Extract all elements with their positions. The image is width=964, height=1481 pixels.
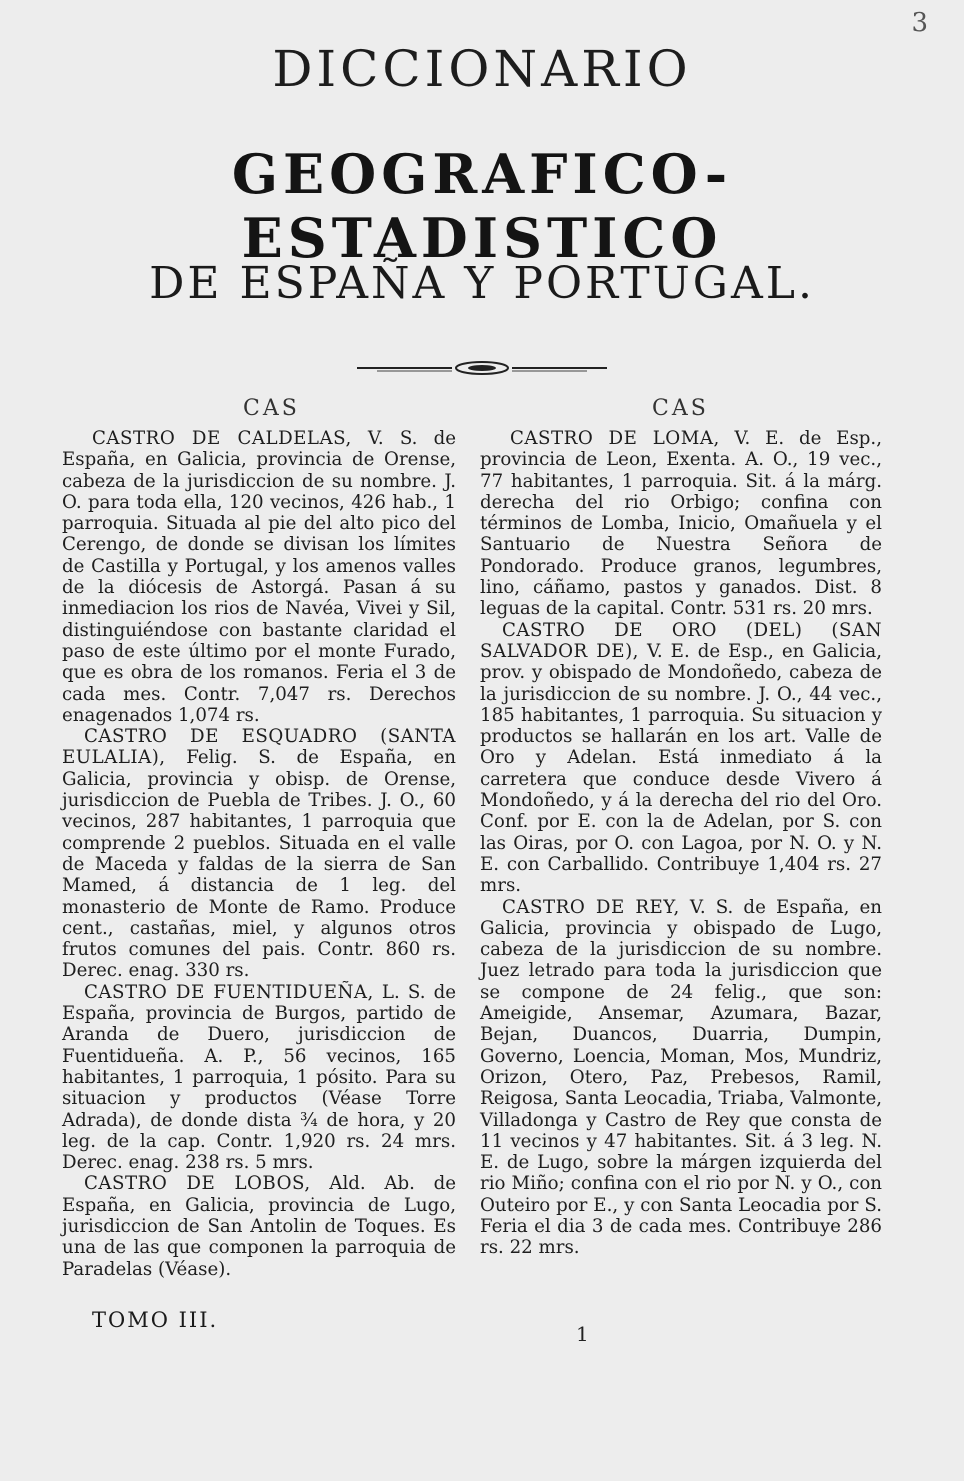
page-number: 3 (911, 8, 928, 38)
entry-headword: CASTRO DE ESQUADRO (SANTA EULALIA), (62, 726, 456, 769)
volume-label: TOMO III. (92, 1308, 219, 1332)
right-column-heading: CAS (652, 396, 709, 421)
entry-headword: CASTRO DE REY, (502, 896, 680, 918)
entry (62, 726, 456, 982)
entry-headword: CASTRO DE CALDELAS, (92, 428, 352, 449)
ornament-rule (0, 358, 964, 378)
entry-headword: CASTRO DE FUENTIDUEÑA, (84, 981, 374, 1003)
entry-headword: CASTRO DE LOBOS, (84, 1173, 311, 1195)
entry-text: L. S. de España, provincia de Burgos, partido de Aranda de Duero, jurisdiccion de Fuentidueña. A. P., 56 vecinos, 165 habitantes, 1 parroquia, 1 pósito. Para su situacion y productos (Véase Torre Adrada), de donde dista ¾ de hora, y 20 leg. de la cap. Contr. 1,920 rs. 24 mrs. Derec. enag. 238 rs. 5 mrs. (62, 981, 457, 1174)
title-line-1: DICCIONARIO (272, 40, 692, 98)
entry (480, 428, 882, 620)
entry-text: Ald. Ab. de España, en Galicia, provincia de Lugo, jurisdiccion de San Antolin de Toques. Es una de las que componen la parroquia de Paradelas (Véase). (62, 1173, 456, 1280)
entry-text: Felig. S. de España, en Galicia, provincia y obisp. de Orense, jurisdiccion de Puebla de Tribes. J. O., 60 vecinos, 287 habitantes, 1 parroquia que comprende 2 pueblos. Situada en el valle de Maceda y faldas de la sierra de San Mamed, á distancia de 1 leg. del monasterio de Monte de Ramo. Produce cent., castañas, miel, y algunos otros frutos comunes del pais. Contr. 860 rs. Derec. enag. 330 rs. (62, 747, 456, 982)
right-column (480, 428, 882, 1259)
left-column (62, 428, 456, 1280)
entry (480, 620, 882, 897)
entry-text: V. E. de Esp., provincia de Leon, Exenta. A. O., 19 vec., 77 habitantes, 1 parroquia. Sit. á la márg. derecha del rio Orbigo; confina con términos de Lomba, Inicio, Omañuela y el Santuario de Nuestra Señora de Pondorado. Produce granos, legumbres, lino, cáñamo, pastos y ganados. Dist. 8 leguas de la capital. Contr. 531 rs. 20 mrs. (480, 428, 882, 620)
title-line-2: GEOGRAFICO-ESTADISTICO (231, 142, 733, 270)
entry-text: V. S. de España, en Galicia, provincia de Orense, cabeza de la jurisdiccion de su nombre. J. O. para toda ella, 120 vecinos, 426 hab., 1 parroquia. Situada al pie del alto pico del Cerengo, de donde se divisan los límites de Castilla y Portugal, y los amenos valles de la diócesis de Astorgá. Pasan á su inmediacion los rios de Navéa, Vivei y Sil, distinguiéndose con bastante claridad el paso de este último por el monte Furado, que es obra de los romanos. Feria el 3 de cada mes. Contr. 7,047 rs. Derechos enagenados 1,074 rs. (62, 428, 456, 726)
signature-mark: 1 (576, 1322, 589, 1346)
entry-text: V. E. de Esp., en Galicia, prov. y obispado de Mondoñedo, cabeza de la jurisdiccion de su nombre. J. O., 44 vec., 185 habitantes, 1 parroquia. Su situacion y productos se hallarán en los art. Valle de Oro y Adelan. Está inmediato á la carretera que conduce desde Vivero á Mondoñedo, y á la derecha del rio del Oro. Conf. por E. con la de Adelan, por S. con las Oiras, por O. con Lagoa, por N. O. y N. E. con Carballido. Contribuye 1,404 rs. 27 mrs. (480, 640, 883, 897)
entry (62, 982, 456, 1174)
title-line-3: DE ESPAÑA Y PORTUGAL. (149, 258, 815, 309)
entry (62, 1173, 456, 1279)
entry-headword: CASTRO DE LOMA, (510, 428, 720, 449)
left-column-heading: CAS (243, 396, 300, 421)
entry-text: V. S. de España, en Galicia, provincia y obispado de Lugo, cabeza de la jurisdiccion de su nombre. Juez letrado para toda la jurisdiccion que se compone de 24 felig., que son: Ameigide, Ansemar, Azumara, Bazar, Bejan, Duancos, Duarria, Dumpin, Governo, Loencia, Moman, Mos, Mundriz, Orizon, Otero, Paz, Prebesos, Ramil, Reigosa, Santa Leocadia, Triaba, Valmonte, Villadonga y Castro de Rey que consta de 11 vecinos y 47 habitantes. Sit. á 3 leg. N. E. de Lugo, sobre la márgen izquierda del rio Miño; confina con el rio por N. y O., con Outeiro por E., y con Santa Leocadia por S. Feria el dia 3 de cada mes. Contribuye 286 rs. 22 mrs. (480, 896, 882, 1259)
entry (62, 428, 456, 726)
entry (480, 897, 882, 1259)
entry-headword: CASTRO DE ORO (DEL) (SAN SALVADOR DE), (480, 619, 882, 662)
